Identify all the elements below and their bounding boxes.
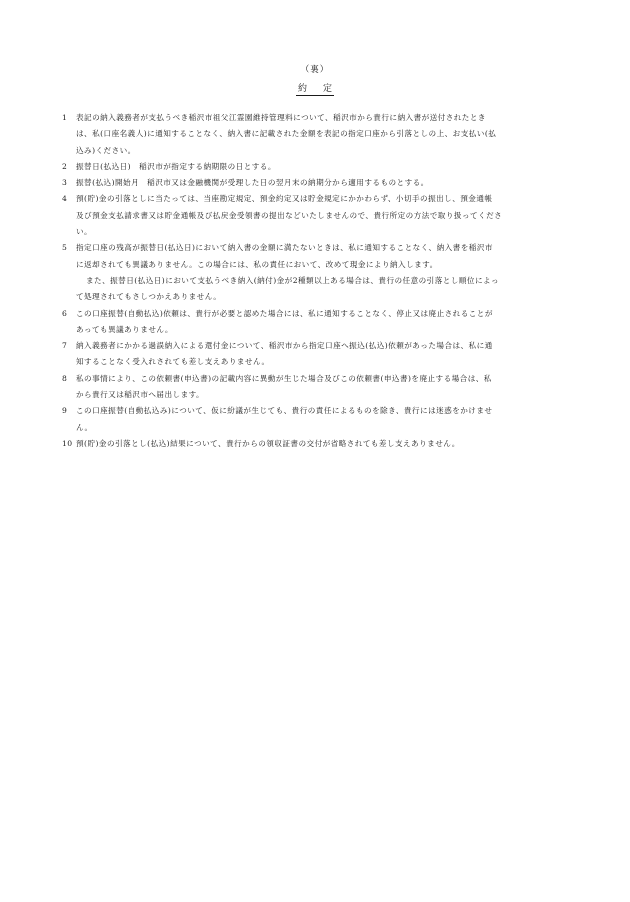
title-char-1: 約 — [297, 84, 307, 94]
title-char-2: 定 — [323, 84, 333, 94]
clause-line: 知することなく受入れされても差し支えありません。 — [76, 357, 270, 367]
clause-line: この口座振替(自動払込み)について、仮に紛議が生じても、貴行の責任によるものを除き、貴行には迷惑をかけませ — [76, 406, 493, 416]
clause-line: 納入義務者にかかる過誤納入による還付金について、稲沢市から指定口座へ振込(払込)依頼があった場合は、私に通 — [76, 341, 493, 351]
clause-item — [62, 338, 582, 371]
clause-line: に返却されても異議ありません。この場合には、私の責任において、改めて現金により納入します。 — [76, 259, 438, 269]
clause-number: 4 — [62, 194, 68, 204]
clause-body — [62, 191, 582, 240]
clause-number: 3 — [62, 178, 68, 188]
clause-line: あっても異議ありません。 — [76, 324, 173, 334]
clause-list — [62, 110, 582, 452]
clause-number: 10 — [62, 438, 73, 448]
clause-subparagraph-line: て処理されてもさしつかえありません。 — [76, 292, 222, 302]
clause-line: 込み)ください。 — [76, 145, 136, 155]
clause-line: 振替日(払込日) 稲沢市が指定する納期限の日とする。 — [76, 161, 276, 171]
document-header — [0, 64, 630, 96]
clause-number: 1 — [62, 113, 68, 122]
clause-line: から貴行又は稲沢市へ届出します。 — [76, 390, 205, 400]
clause-item — [62, 240, 582, 305]
clause-line: 及び預金支払請求書又は貯金通帳及び払戻金受領書の提出などいたしませんので、貴行所定の方法で取り扱ってくださ — [76, 210, 503, 220]
clause-line: い。 — [76, 227, 93, 237]
clause-body — [62, 110, 582, 159]
clause-item — [62, 436, 582, 452]
clause-item — [62, 110, 582, 159]
clause-body — [62, 403, 582, 436]
clause-item — [62, 371, 582, 404]
clause-line: この口座振替(自動払込)依頼は、貴行が必要と認めた場合には、私に通知することなく、停止又は廃止されることが — [76, 308, 493, 318]
clause-line: 指定口座の残高が振替日(払込日)において納入書の金額に満たないときは、私に通知することなく、納入書を稲沢市 — [76, 243, 493, 253]
page-title — [296, 83, 334, 96]
clause-number: 7 — [62, 341, 68, 351]
clause-body — [62, 175, 582, 191]
clause-line: 表記の納入義務者が支払うべき稲沢市祖父江霊園維持管理料について、稲沢市から貴行に納入書が送付されたとき — [76, 113, 486, 122]
clause-line: 振替(払込)開始月 稲沢市又は金融機関が受理した日の翌月末の納期分から適用するものとする。 — [76, 178, 429, 188]
clause-line: 預(貯)金の引落としに当たっては、当座勘定規定、預金約定又は貯金規定にかかわらず、小切手の振出し、預金通帳 — [76, 194, 493, 204]
clause-subparagraph-line: また、振替日(払込日)において支払うべき納入(納付)金が2種類以上ある場合は、貴行の任意の引落とし順位によっ — [86, 275, 500, 285]
clause-item — [62, 306, 582, 339]
clause-number: 6 — [62, 308, 68, 318]
clause-item — [62, 191, 582, 240]
reverse-side-label: （裏） — [300, 65, 330, 75]
clause-line: 私の事情により、この依頼書(申込書)の記載内容に異動が生じた場合及びこの依頼書(申込書)を廃止する場合は、私 — [76, 373, 492, 383]
clause-body — [62, 306, 582, 339]
clause-body — [62, 436, 582, 452]
clause-line: ん。 — [76, 422, 93, 432]
clause-number: 5 — [62, 243, 68, 253]
clause-body — [62, 371, 582, 404]
clause-body — [62, 240, 582, 305]
clause-item — [62, 159, 582, 175]
clause-number: 2 — [62, 161, 68, 171]
clause-line: 預(貯)金の引落とし(払込)結果について、貴行からの領収証書の交付が省略されても差し支えありません。 — [76, 438, 460, 448]
clause-line: は、私(口座名義人)に通知することなく、納入書に記載された金額を表記の指定口座から引落としの上、お支払い(払 — [76, 129, 497, 139]
clause-body — [62, 338, 582, 371]
clause-number: 9 — [62, 406, 68, 416]
clause-body — [62, 159, 582, 175]
clause-number: 8 — [62, 373, 68, 383]
clause-item — [62, 403, 582, 436]
clause-item — [62, 175, 582, 191]
